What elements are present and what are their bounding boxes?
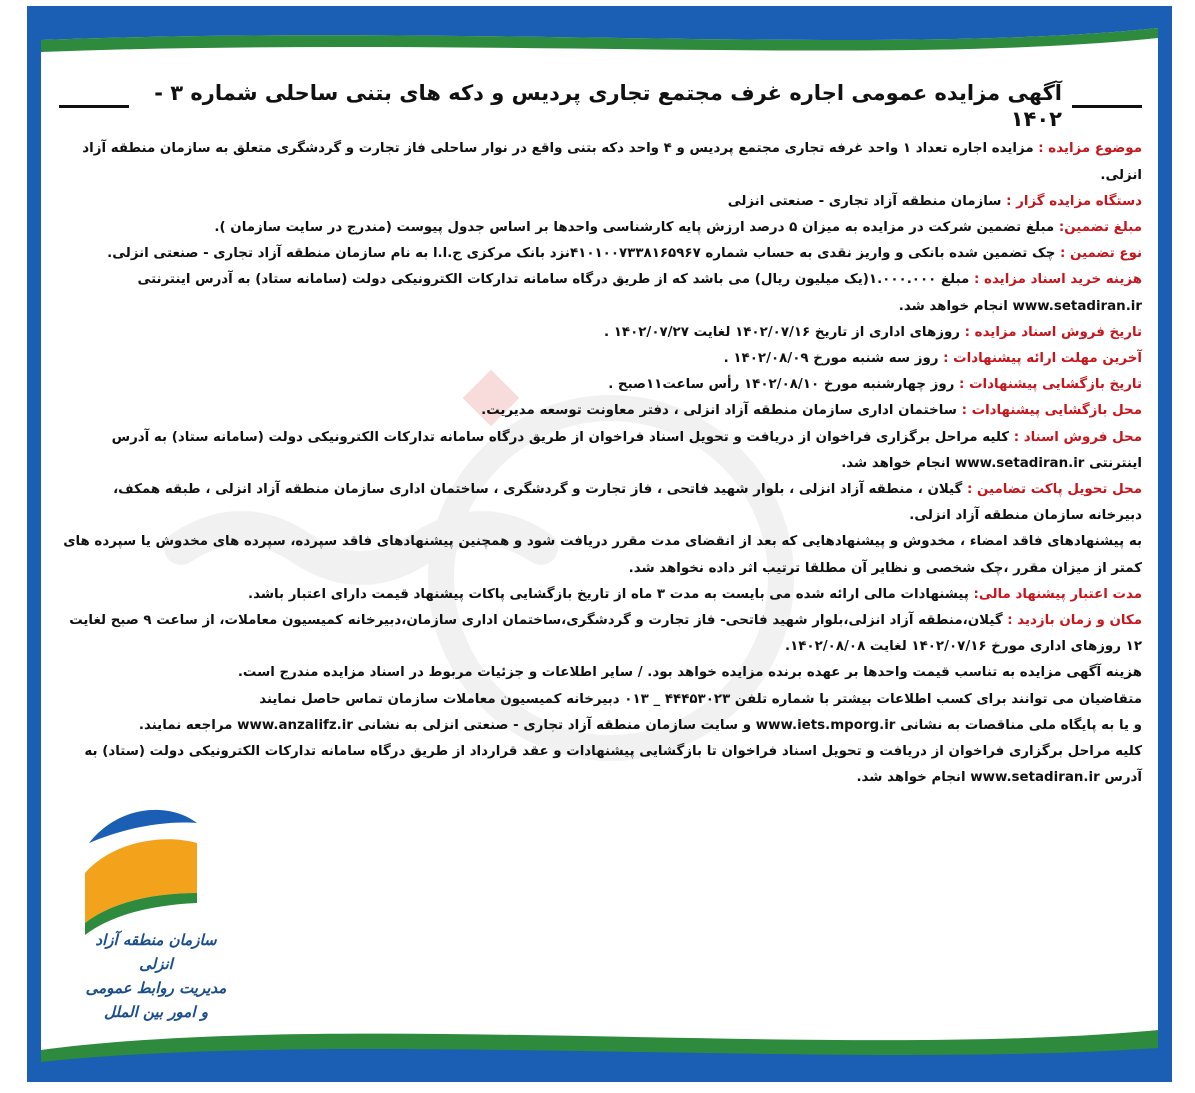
text: گیلان ، منطقه آزاد انزلی ، بلوار شهید فاتحی ، فاز تجارت و گردشگری ، ساختمان اداری سازمان منطقه آزاد انزلی ، طبقه همکف، دبیرخانه سازمان منطقه آزاد انزلی. [113, 482, 1142, 524]
label: هزینه خرید اسناد مزایده : [969, 272, 1142, 288]
paragraph-invalid-bids [59, 529, 1142, 581]
text: گیلان،منطقه آزاد انزلی،بلوار شهید فاتحی- فاز تجارت و گردشگری،ساختمان اداری سازمان،دبیرخانه کمیسیون معاملات، از ساعت ۹ صبح لغایت ۱۲ روزهای اداری مورخ ۱۴۰۲/۰۷/۱۶ لغایت ۱۴۰۲/۰۸/۰۸. [69, 613, 1142, 655]
text: روز چهارشنبه مورخ ۱۴۰۲/۰۸/۱۰ رأس ساعت۱۱صبح . [608, 377, 955, 393]
advertisement-panel [41, 18, 1158, 1070]
title-row [59, 80, 1142, 132]
paragraph-guarantee-type [59, 241, 1142, 267]
paragraph-ad-cost [59, 660, 1142, 686]
label: محل تحویل پاکت تضامین : [962, 482, 1142, 498]
text: به پیشنهادهای فاقد امضاء ، مخدوش و پیشنهادهایی که بعد از انقضای مدت مقرر دریافت شود و همچنین پیشنهادهای فاقد سپرده، سپرده های مخدوش یا سپرده های کمتر از میزان مقرر ،چک شخصی و نظایر آن مطلقا ترتیب اثر داده نخواهد شد. [63, 534, 1142, 576]
label: تاریخ بازگشایی پیشنهادات : [954, 377, 1142, 393]
text: سازمان منطقه آزاد تجاری - صنعتی انزلی [727, 193, 1002, 209]
text: متقاضیان می توانند برای کسب اطلاعات بیشتر با شماره تلفن ۴۴۴۵۳۰۲۳ _ ۰۱۳ دبیرخانه کمیسیون معاملات سازمان تماس حاصل نمایند [259, 691, 1142, 707]
text: مزایده اجاره تعداد ۱ واحد غرفه تجاری مجتمع پردیس و ۴ واحد دکه بتنی واقع در نوار ساحلی فاز تجارت و گردشگری متعلق به سازمان منطقه آزاد انزلی. [82, 141, 1142, 183]
text: کلیه مراحل برگزاری فراخوان از دریافت و تحویل اسناد فراخوان از طریق درگاه سامانه تدارکات الکترونیکی دولت (سامانه ستاد) به آدرس اینترنتی www.setadiran.ir انجام خواهد شد. [111, 429, 1142, 471]
logo-line-2: مدیریت روابط عمومی و امور بین الملل [85, 979, 227, 1021]
text: پیشنهادات مالی ارائه شده می بایست به مدت ۳ ماه از تاریخ بازگشایی پاکات پیشنهاد قیمت دارای اعتبار باشد. [248, 586, 969, 602]
advertisement-frame [27, 6, 1172, 1082]
paragraph-organizer [59, 189, 1142, 215]
paragraph-websites [59, 713, 1142, 739]
paragraph-validity [59, 582, 1142, 608]
text: روزهای اداری از تاریخ ۱۴۰۲/۰۷/۱۶ لغایت ۱۴۰۲/۰۷/۲۷ . [603, 324, 960, 340]
paragraph-sale-dates [59, 320, 1142, 346]
paragraph-document-cost [59, 267, 1142, 319]
label: موضوع مزایده : [1033, 141, 1142, 157]
label: مبلغ تضمین: [1054, 220, 1142, 236]
title-rule-right [1072, 105, 1142, 108]
label: تاریخ فروش اسناد مزایده : [959, 324, 1142, 340]
logo-line-1: سازمان منطقه آزاد انزلی [95, 931, 217, 973]
label: نوع تضمین : [1055, 246, 1142, 262]
paragraph-deadline [59, 346, 1142, 372]
title-rule-left [59, 105, 129, 108]
advertisement-body [59, 80, 1142, 1010]
text: ساختمان اداری سازمان منطقه آزاد انزلی ، دفتر معاونت توسعه مدیریت. [481, 403, 957, 419]
text: مبلغ ۱.۰۰۰.۰۰۰(یک میلیون ریال) می باشد که از طریق درگاه سامانه تدارکات الکترونیکی دولت (سامانه ستاد) به آدرس اینترنتی www.setadiran.ir انجام خواهد شد. [137, 272, 1142, 314]
paragraph-process [59, 739, 1142, 791]
label: محل بازگشایی پیشنهادات : [956, 403, 1142, 419]
paragraph-sale-place [59, 425, 1142, 477]
label: آخرین مهلت ارائه پیشنهادات : [938, 351, 1142, 367]
paragraph-opening-place [59, 398, 1142, 424]
label: مدت اعتبار پیشنهاد مالی: [968, 586, 1142, 602]
paragraph-opening-date [59, 372, 1142, 398]
label: مکان و زمان بازدید : [1002, 613, 1142, 629]
text: چک تضمین شده بانکی و واریز نقدی به حساب شماره ۴۱۰۱۰۰۷۳۳۸۱۶۵۹۶۷نزد بانک مرکزی ج.ا.ا به نام سازمان منطقه آزاد تجاری - صنعتی انزلی. [107, 246, 1056, 262]
paragraph-visit [59, 608, 1142, 660]
text: روز سه شنبه مورخ ۱۴۰۲/۰۸/۰۹ . [723, 351, 939, 367]
text: و یا به پایگاه ملی مناقصات به نشانی www.iets.mporg.ir و سایت سازمان منطقه آزاد تجاری - صنعتی انزلی به نشانی www.anzalifz.ir مراجعه نمایند. [138, 717, 1142, 733]
paragraph-subject [59, 136, 1142, 188]
paragraph-envelope-delivery [59, 477, 1142, 529]
label: محل فروش اسناد : [1009, 429, 1142, 445]
paragraph-guarantee-amount [59, 215, 1142, 241]
text: مبلغ تضمین شرکت در مزایده به میزان ۵ درصد ارزش پایه کارشناسی واحدها بر اساس جدول پیوست (مندرج در سایت سازمان ). [214, 220, 1055, 236]
text: هزینه آگهی مزایده به تناسب قیمت واحدها بر عهده برنده مزایده خواهد بود. / سایر اطلاعات و جزئیات مربوط در اسناد مزایده مندرج است. [237, 665, 1142, 681]
text: کلیه مراحل برگزاری فراخوان از دریافت و تحویل اسناد فراخوان تا بازگشایی پیشنهادات و عقد قرارداد از طریق درگاه سامانه تدارکات الکترونیکی دولت (ستاد) به آدرس www.setadiran.ir انجام خواهد شد. [84, 744, 1142, 786]
paragraph-contact [59, 687, 1142, 713]
label: دستگاه مزایده گزار : [1001, 193, 1142, 209]
page-title: آگهی مزایده عمومی اجاره غرف مجتمع تجاری پردیس و دکه های بتنی ساحلی شماره ۳ - ۱۴۰۲ [154, 81, 1062, 132]
